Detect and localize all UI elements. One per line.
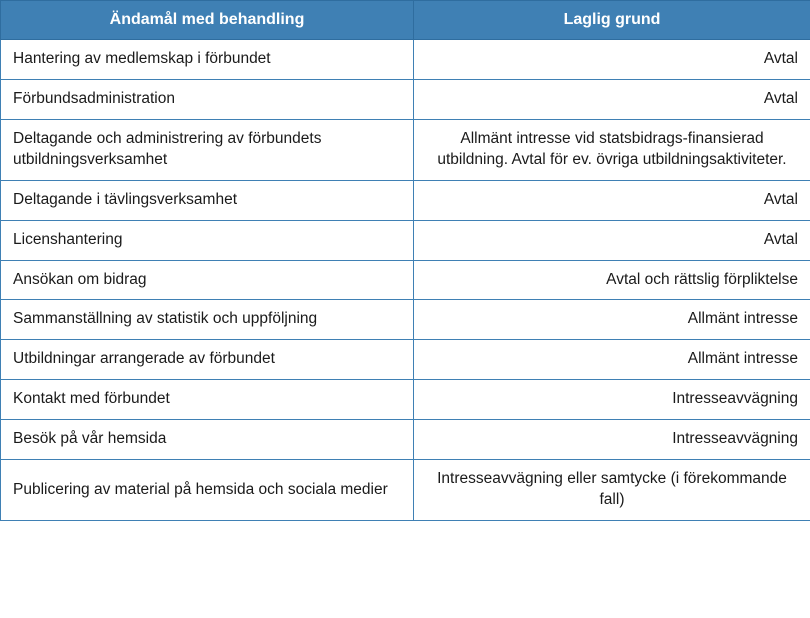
cell-purpose: Hantering av medlemskap i förbundet bbox=[1, 40, 414, 80]
cell-legal-basis: Allmänt intresse bbox=[414, 340, 810, 380]
cell-legal-basis: Avtal bbox=[414, 220, 810, 260]
column-header-legal-basis: Laglig grund bbox=[414, 1, 810, 40]
table-row bbox=[1, 300, 810, 340]
cell-purpose: Förbundsadministration bbox=[1, 79, 414, 119]
cell-legal-basis: Intresseavvägning bbox=[414, 380, 810, 420]
cell-legal-basis: Intresseavvägning bbox=[414, 420, 810, 460]
table-row bbox=[1, 79, 810, 119]
cell-purpose: Ansökan om bidrag bbox=[1, 260, 414, 300]
table-row bbox=[1, 380, 810, 420]
table-row bbox=[1, 460, 810, 521]
table-row bbox=[1, 119, 810, 180]
table-row bbox=[1, 180, 810, 220]
table-row bbox=[1, 260, 810, 300]
cell-legal-basis: Allmänt intresse bbox=[414, 300, 810, 340]
table-body bbox=[1, 40, 810, 521]
cell-legal-basis: Allmänt intresse vid statsbidrags-finansierad utbildning. Avtal för ev. övriga utbildningsaktiviteter. bbox=[414, 119, 810, 180]
table-row bbox=[1, 420, 810, 460]
cell-legal-basis: Avtal bbox=[414, 180, 810, 220]
cell-purpose: Kontakt med förbundet bbox=[1, 380, 414, 420]
cell-purpose: Publicering av material på hemsida och sociala medier bbox=[1, 460, 414, 521]
column-header-purpose: Ändamål med behandling bbox=[1, 1, 414, 40]
cell-legal-basis: Intresseavvägning eller samtycke (i förekommande fall) bbox=[414, 460, 810, 521]
cell-purpose: Utbildningar arrangerade av förbundet bbox=[1, 340, 414, 380]
cell-purpose: Sammanställning av statistik och uppföljning bbox=[1, 300, 414, 340]
cell-purpose: Licenshantering bbox=[1, 220, 414, 260]
cell-purpose: Deltagande i tävlingsverksamhet bbox=[1, 180, 414, 220]
cell-legal-basis: Avtal bbox=[414, 79, 810, 119]
cell-legal-basis: Avtal bbox=[414, 40, 810, 80]
table-row bbox=[1, 40, 810, 80]
cell-purpose: Deltagande och administrering av förbundets utbildningsverksamhet bbox=[1, 119, 414, 180]
table-header bbox=[1, 1, 810, 40]
table-header-row bbox=[1, 1, 810, 40]
cell-purpose: Besök på vår hemsida bbox=[1, 420, 414, 460]
table-row bbox=[1, 220, 810, 260]
table-row bbox=[1, 340, 810, 380]
cell-legal-basis: Avtal och rättslig förpliktelse bbox=[414, 260, 810, 300]
